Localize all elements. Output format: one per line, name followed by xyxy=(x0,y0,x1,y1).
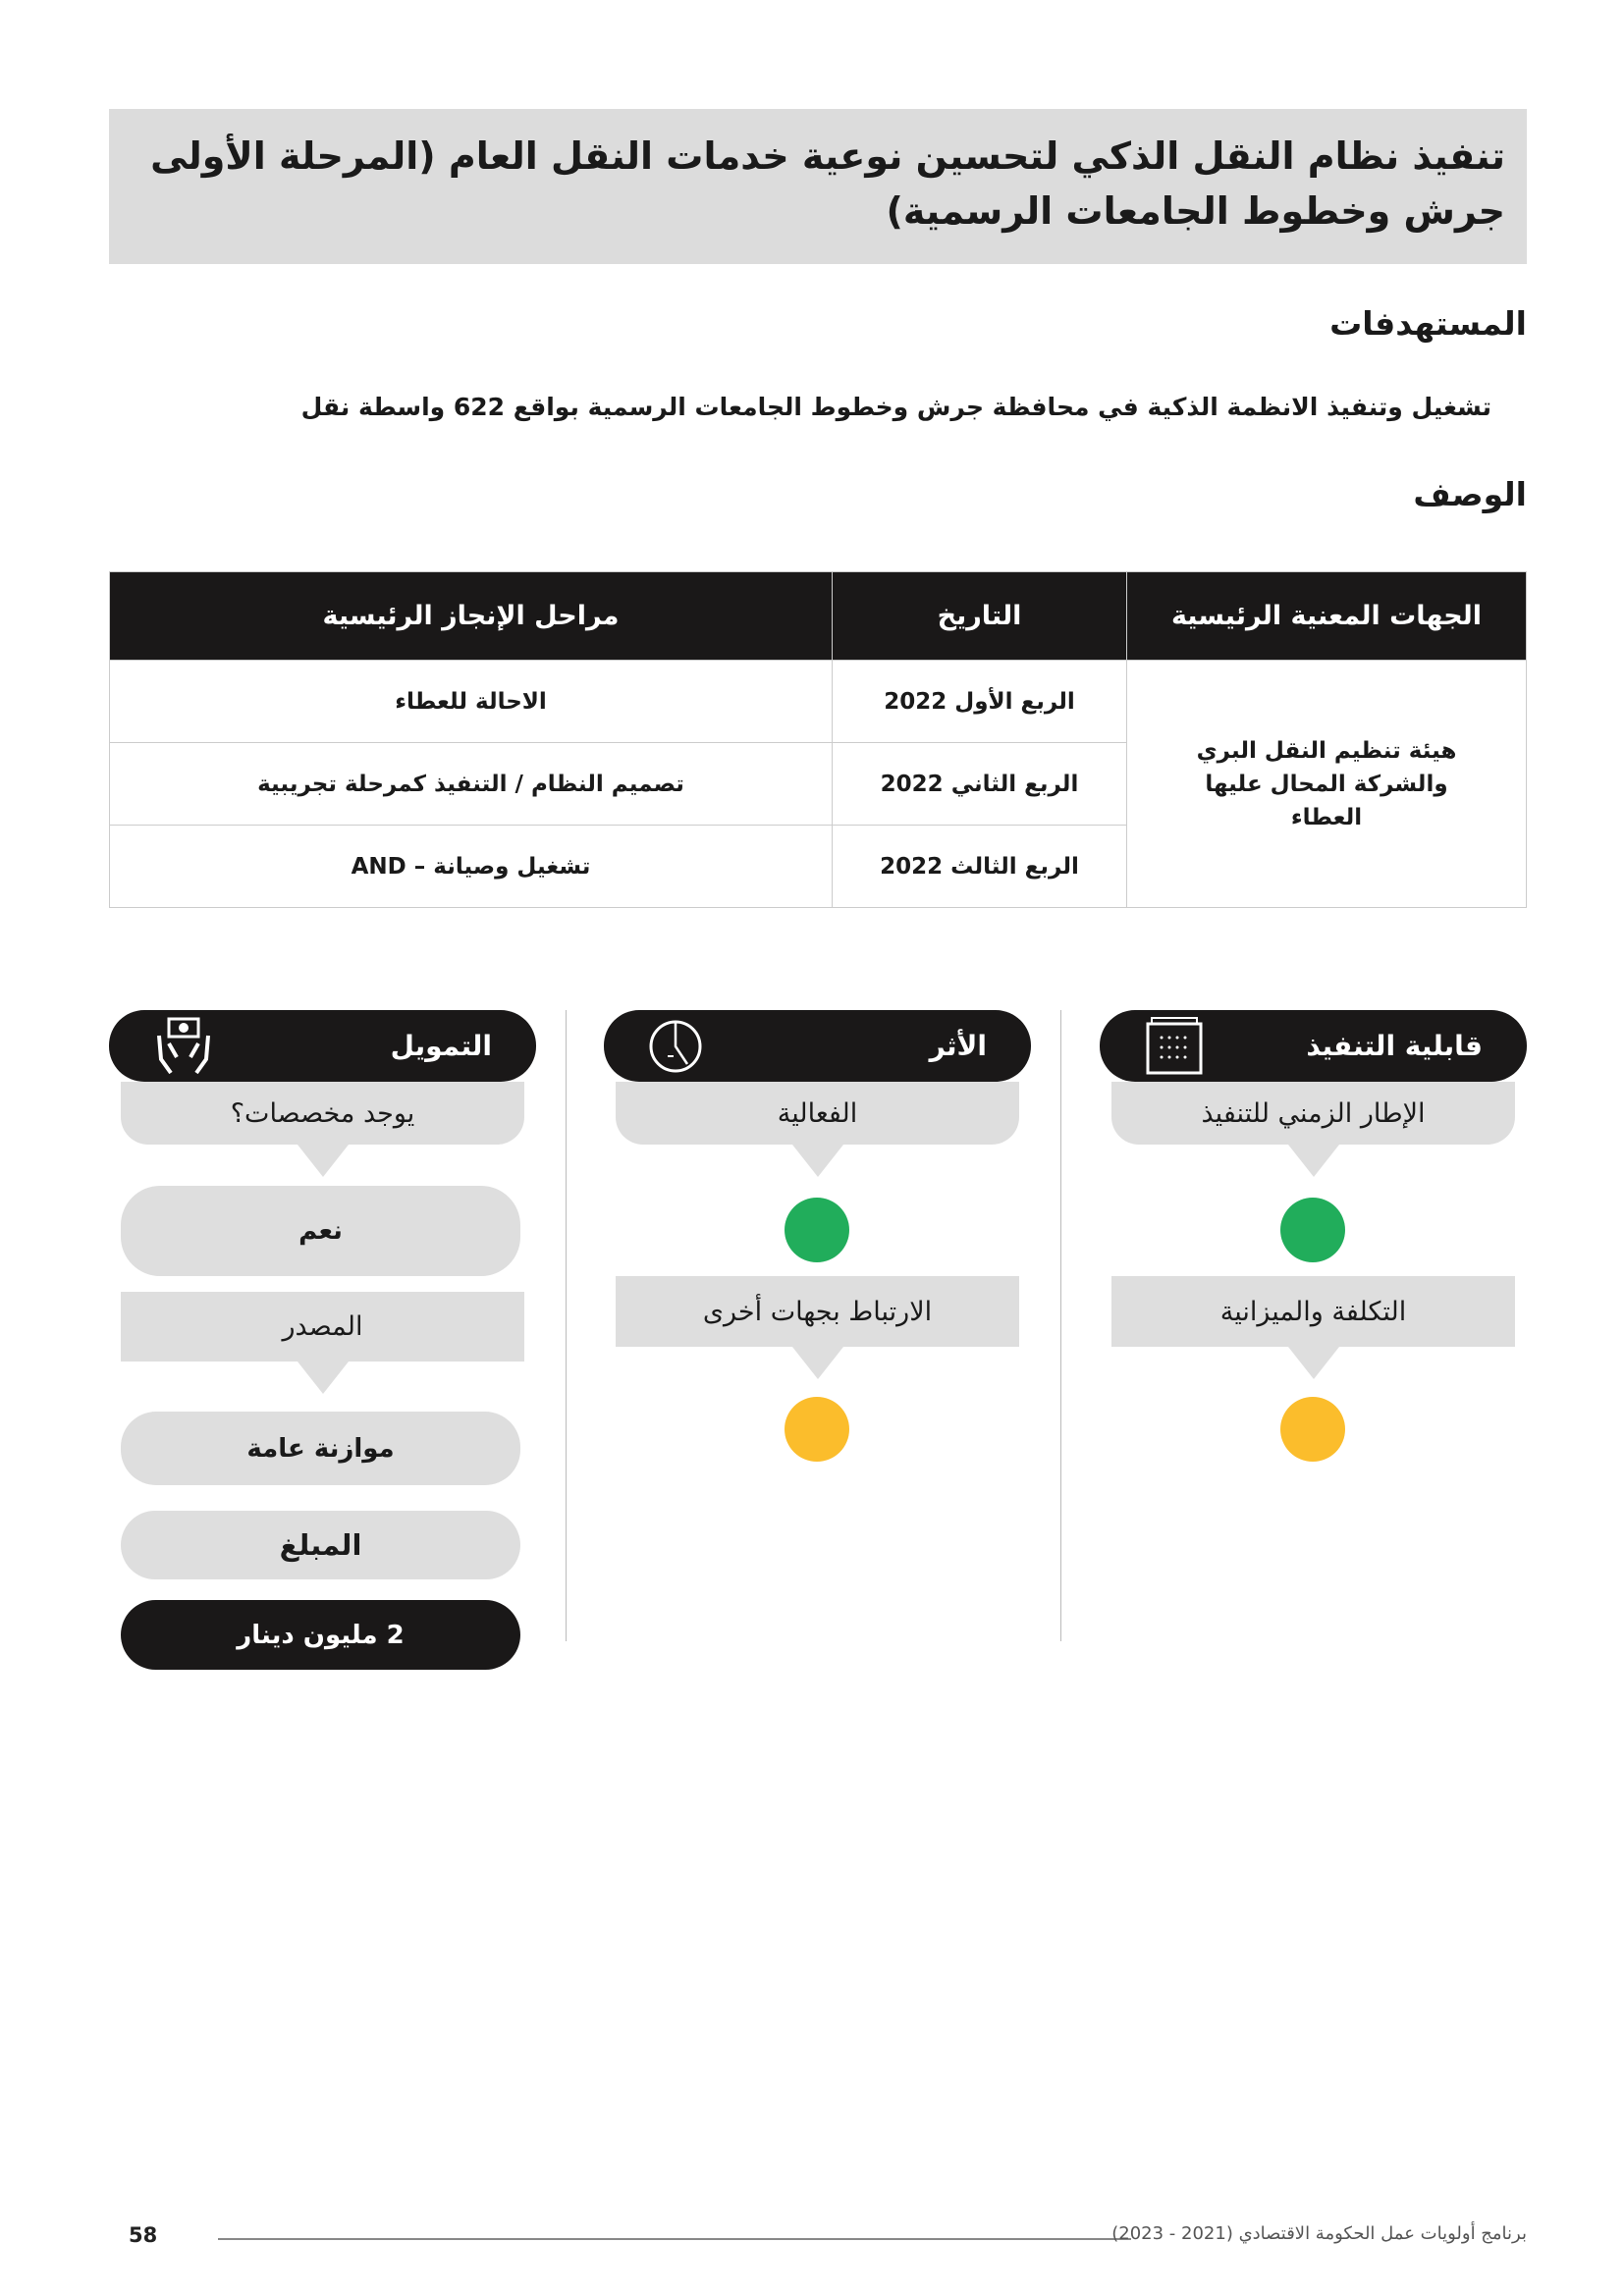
status-dot-yellow xyxy=(1280,1397,1345,1462)
feasibility-header xyxy=(1100,1010,1527,1082)
arrow-down xyxy=(792,1145,843,1177)
table-row xyxy=(110,661,1527,743)
footer-line xyxy=(218,2238,1131,2240)
page-title: تنفيذ نظام النقل الذكي لتحسين نوعية خدمات النقل العام (المرحلة الأولى جرش وخطوط الجامعات الرسمية) xyxy=(109,109,1527,264)
status-dot-yellow xyxy=(785,1397,849,1462)
arrow-down xyxy=(298,1145,349,1177)
footer-text: برنامج أولويات عمل الحكومة الاقتصادي (2021 - 2023) xyxy=(1111,2223,1527,2244)
clock-icon xyxy=(648,1017,707,1076)
target-text: تشغيل وتنفيذ الانظمة الذكية في محافظة جرش وخطوط الجامعات الرسمية بواقع 622 واسطة نقل xyxy=(300,393,1491,421)
funding-card xyxy=(109,1010,536,1678)
feasibility-item-timeframe: الإطار الزمني للتنفيذ xyxy=(1111,1082,1515,1145)
date-cell: الربع الثالث 2022 xyxy=(833,826,1127,908)
header-entities: الجهات المعنية الرئيسية xyxy=(1127,572,1527,661)
money-hands-icon xyxy=(153,1016,214,1077)
targets-heading: المستهدفات xyxy=(1329,304,1527,343)
funding-answer: نعم xyxy=(121,1186,520,1276)
divider xyxy=(1060,1010,1061,1641)
arrow-down xyxy=(792,1347,843,1379)
divider xyxy=(566,1010,567,1641)
status-dot-green xyxy=(1280,1198,1345,1262)
funding-amount: 2 مليون دينار xyxy=(121,1600,520,1670)
impact-item-effectiveness: الفعالية xyxy=(616,1082,1019,1145)
arrow-down xyxy=(1288,1347,1339,1379)
status-dot-green xyxy=(785,1198,849,1262)
milestone-cell: تشغيل وصيانة – AND xyxy=(110,826,833,908)
page-number: 58 xyxy=(129,2223,158,2247)
feasibility-title: قابلية التنفيذ xyxy=(1306,1030,1483,1062)
arrow-down xyxy=(298,1362,349,1394)
description-heading: الوصف xyxy=(1413,475,1527,513)
impact-card xyxy=(604,1010,1031,1678)
milestone-cell: تصميم النظام / التنفيذ كمرحلة تجريبية xyxy=(110,743,833,826)
funding-amount-label: المبلغ xyxy=(121,1511,520,1579)
funding-title: التمويل xyxy=(390,1030,492,1062)
impact-title: الأثر xyxy=(929,1030,987,1062)
feasibility-item-cost: التكلفة والميزانية xyxy=(1111,1276,1515,1347)
funding-source-label: المصدر xyxy=(121,1292,524,1362)
impact-header xyxy=(604,1010,1031,1082)
arrow-down xyxy=(1288,1145,1339,1177)
calendar-icon xyxy=(1144,1016,1205,1077)
date-cell: الربع الثاني 2022 xyxy=(833,743,1127,826)
date-cell: الربع الأول 2022 xyxy=(833,661,1127,743)
milestones-table xyxy=(109,571,1527,908)
header-date: التاريخ xyxy=(833,572,1127,661)
funding-question: يوجد مخصصات؟ xyxy=(121,1082,524,1145)
funding-source: موازنة عامة xyxy=(121,1412,520,1485)
funding-header xyxy=(109,1010,536,1082)
header-milestones: مراحل الإنجاز الرئيسية xyxy=(110,572,833,661)
entity-cell: هيئة تنظيم النقل البري والشركة المحال عليها العطاء xyxy=(1127,661,1527,908)
impact-item-linkage: الارتباط بجهات أخرى xyxy=(616,1276,1019,1347)
milestone-cell: الاحالة للعطاء xyxy=(110,661,833,743)
feasibility-card xyxy=(1100,1010,1527,1678)
